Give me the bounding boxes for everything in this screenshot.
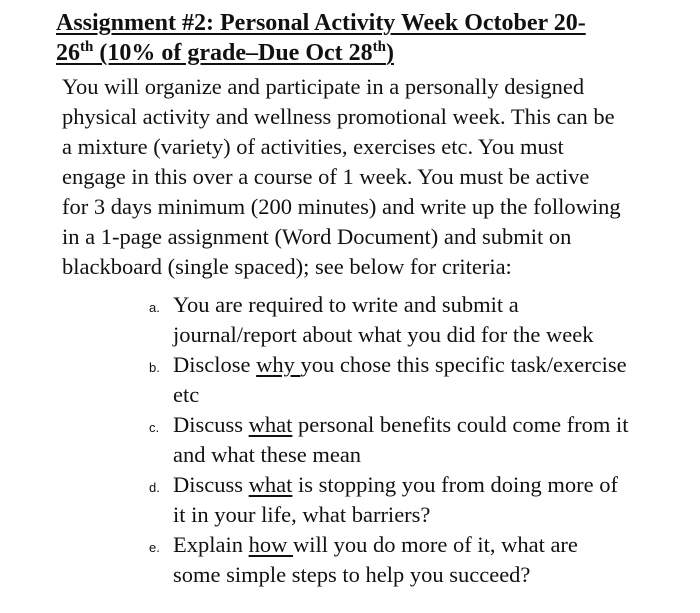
criteria-text: you chose this specific task/exercise [300,352,627,377]
criteria-line [173,530,690,560]
criteria-line [173,290,690,320]
criteria-text: will you do more of it, what are [292,532,578,557]
title-close-paren: ) [385,40,394,66]
criteria-item-c [140,410,690,470]
criteria-line: it in your life, what barriers? [173,502,431,527]
list-marker: c. [149,420,160,435]
criteria-line [173,470,690,500]
intro-line: engage in this over a course of 1 week. You must be active [62,164,590,189]
title-grade-info: (10% of grade–Due Oct 28 [93,40,373,66]
list-marker: d. [149,480,160,495]
criteria-item-e [140,530,690,590]
criteria-item-d [140,470,690,530]
title-line-2 [56,38,676,68]
criteria-text: Discuss [173,412,249,437]
criteria-text: Disclose [173,352,257,377]
criteria-line: etc [173,382,200,407]
intro-line: in a 1-page assignment (Word Document) and submit on [62,224,572,249]
intro-line: a mixture (variety) of activities, exercises etc. You must [62,134,564,159]
emphasis-word: what [248,472,293,497]
criteria-text: Explain [173,532,249,557]
criteria-line [173,410,690,440]
criteria-item-a [140,290,690,350]
title-date-start-suffix: th [80,39,94,55]
emphasis-word: how [248,532,293,557]
assignment-title [56,8,676,68]
title-line-1: Assignment #2: Personal Activity Week October 20- [56,10,586,36]
criteria-item-b [140,350,690,410]
intro-line: You will organize and participate in a personally designed [62,74,585,99]
criteria-line: some simple steps to help you succeed? [173,562,531,587]
list-marker: a. [149,300,160,315]
intro-line: blackboard (single spaced); see below for criteria: [62,254,512,279]
criteria-list [140,290,690,590]
intro-line: for 3 days minimum (200 minutes) and write up the following [62,194,621,219]
list-marker: b. [149,360,160,375]
list-marker: e. [149,540,160,555]
intro-line: physical activity and wellness promotional week. This can be [62,104,615,129]
criteria-line: journal/report about what you did for the week [173,322,594,347]
criteria-text: You are required to write and submit a [173,292,519,317]
criteria-line [173,350,690,380]
criteria-text: Discuss [173,472,249,497]
criteria-text: personal benefits could come from it [292,412,629,437]
title-date-start: 26 [56,40,80,66]
emphasis-word: why [256,352,301,377]
criteria-line: and what these mean [173,442,362,467]
emphasis-word: what [248,412,293,437]
title-due-suffix: th [372,39,386,55]
intro-paragraph [62,72,687,282]
criteria-text: is stopping you from doing more of [292,472,618,497]
